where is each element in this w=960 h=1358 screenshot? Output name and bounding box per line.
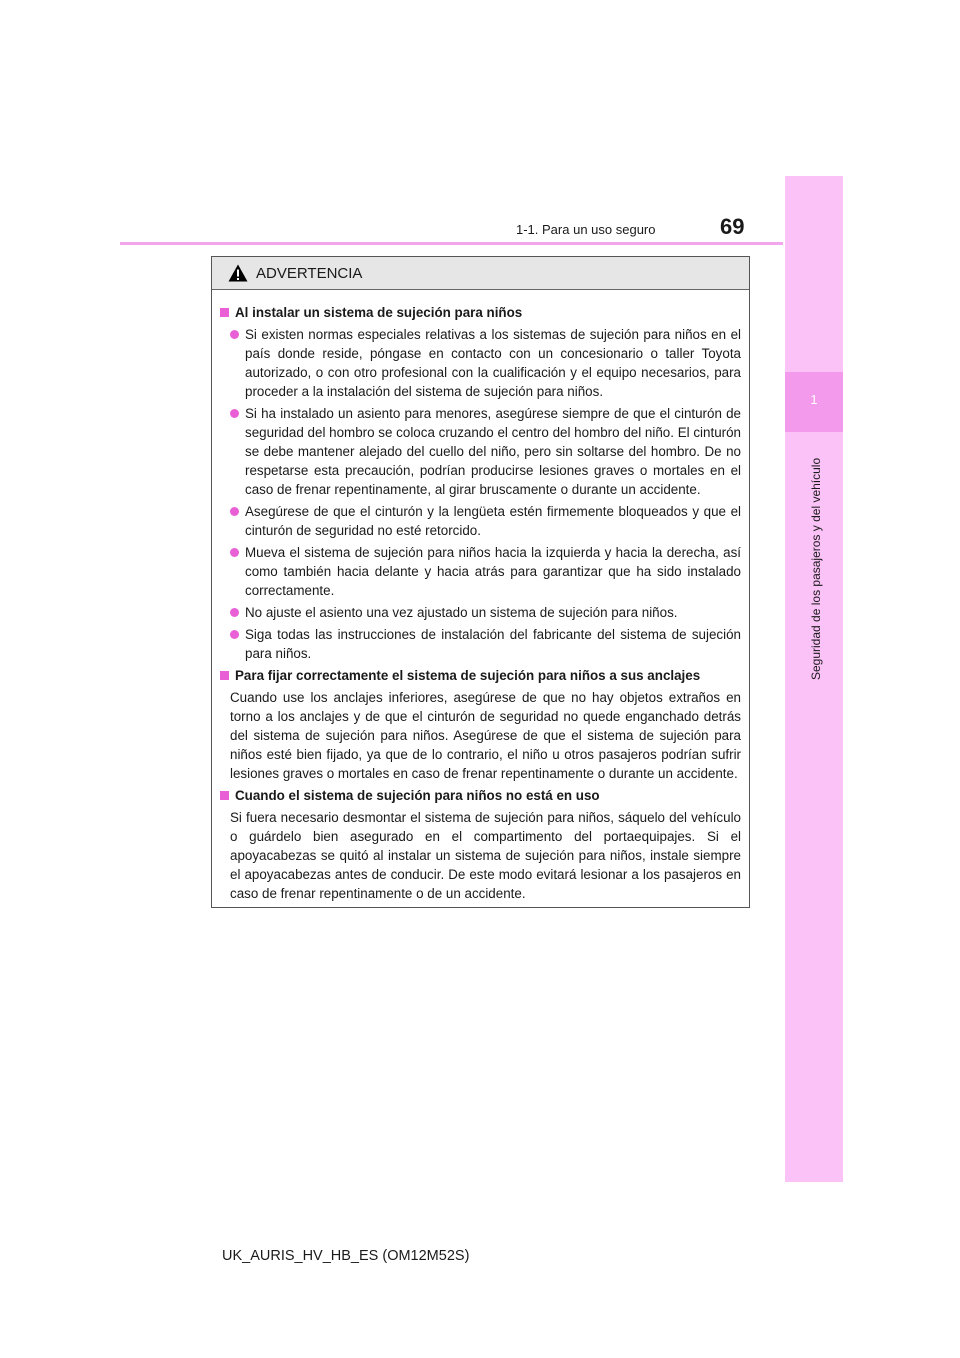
- list-item: Asegúrese de que el cinturón y la lengüeta estén firmemente bloqueados y que el cinturón de seguridad no esté retorcido.: [230, 502, 741, 540]
- warning-triangle-icon: [228, 264, 248, 282]
- list-item: No ajuste el asiento una vez ajustado un sistema de sujeción para niños.: [230, 603, 741, 622]
- list-item: Si ha instalado un asiento para menores, asegúrese siempre de que el cinturón de seguridad del hombro se coloca cruzando el centro del hombro del niño. El cinturón se debe mantener alejado del cuello del niño, pero sin soltarse del hombro. De no respetarse esta precaución, podrían producirse lesiones graves o mortales en el caso de frenar repentinamente, al girar bruscamente o durante un accidente.: [230, 404, 741, 499]
- warning-body: [212, 290, 749, 903]
- section-paragraph: Si fuera necesario desmontar el sistema de sujeción para niños, sáquelo del vehículo o guárdelo bien asegurado en el compartimento del portaequipajes. Si el apoyacabezas se quitó al instalar un sistema de sujeción para niños, instale siempre el apoyacabezas antes de conducir. De este modo evitará lesionar a los pasajeros en caso de frenar repentinamente o de un accidente.: [230, 810, 741, 901]
- list-item: Siga todas las instrucciones de instalación del fabricante del sistema de sujeción para niños.: [230, 625, 741, 663]
- round-bullet-icon: [230, 608, 239, 617]
- warning-box: [211, 256, 750, 908]
- section-heading: Al instalar un sistema de sujeción para niños: [220, 303, 741, 322]
- chapter-title-text: Seguridad de los pasajeros y del vehículo: [809, 457, 823, 680]
- section-paragraph: Cuando use los anclajes inferiores, asegúrese de que no hay objetos extraños en torno a los anclajes y de que el cinturón de seguridad no quede enganchado detrás del sistema de sujeción para niños. Asegúrese de que el sistema de sujeción para niños esté bien fijado, ya que de lo contrario, el niño u otros pasajeros podrían sufrir lesiones graves o mortales en caso de frenar repentinamente o durante un accidente.: [230, 690, 741, 781]
- round-bullet-icon: [230, 330, 239, 339]
- warning-title: ADVERTENCIA: [256, 264, 363, 282]
- section-title: 1-1. Para un uso seguro: [516, 222, 656, 237]
- chapter-number: 1: [810, 392, 818, 407]
- warning-header: [212, 257, 749, 290]
- chapter-title: [806, 440, 826, 680]
- round-bullet-icon: [230, 630, 239, 639]
- list-item: Si existen normas especiales relativas a los sistemas de sujeción para niños en el país donde reside, póngase en contacto con un concesionario o taller Toyota autorizado, o con otro profesional con la cualificación y el equipo necesarios, para proceder a la instalación del sistema de sujeción para niños.: [230, 325, 741, 401]
- list-item: Mueva el sistema de sujeción para niños hacia la izquierda y hacia la derecha, así como también hacia delante y hacia atrás para garantizar que ha sido instalado correctamente.: [230, 543, 741, 600]
- section-heading: Cuando el sistema de sujeción para niños no está en uso: [220, 786, 741, 805]
- header-rule: [120, 242, 783, 245]
- round-bullet-icon: [230, 548, 239, 557]
- round-bullet-icon: [230, 507, 239, 516]
- page-number: 69: [720, 214, 745, 239]
- square-bullet-icon: [220, 791, 229, 800]
- footer-code: UK_AURIS_HV_HB_ES (OM12M52S): [222, 1248, 470, 1264]
- square-bullet-icon: [220, 308, 229, 317]
- square-bullet-icon: [220, 671, 229, 680]
- round-bullet-icon: [230, 409, 239, 418]
- section-heading: Para fijar correctamente el sistema de sujeción para niños a sus anclajes: [220, 666, 741, 685]
